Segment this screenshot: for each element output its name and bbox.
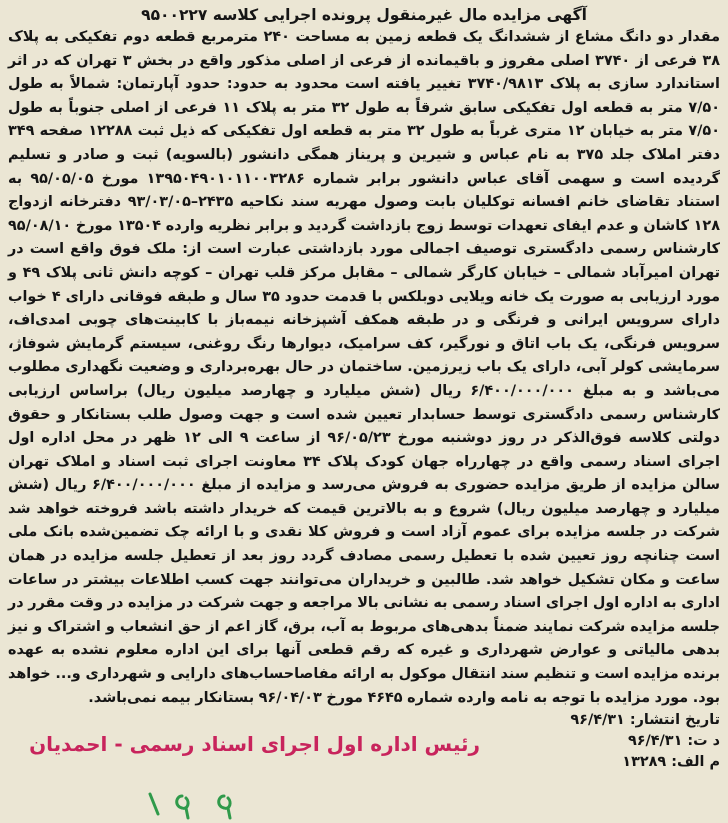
notice-title: آگهی مزایده مال غیرمنقول پرونده اجرایی کلاسه ۹۵۰۰۲۲۷ [141,6,587,24]
mallef-line: م الف: ۱۳۲۸۹ [622,754,720,771]
notice-body: مقدار دو دانگ مشاع از ششدانگ یک قطعه زمین به مساحت ۲۴۰ مترمربع قطعه دوم تفکیکی به پلاک ۳۸ فرعی از ۳۷۴۰ اصلی مفروز و باقیمانده از فرعی از اصلی مذکور واقع در بخش ۳ تهران که در اثر استاندارد سازی به پلاک ۳۷۴۰/۹۸۱۳ تغییر یافته است محدود به حدود: حدود آپارتمان: شمالاً به طول ۷/۵۰ متر به قطعه اول تفکیکی سابق شرقاً به طول ۳۲ متر به پلاک ۱۱ فرعی از اصلی جنوباً به طول ۷/۵۰ متر به خیابان ۱۲ متری غرباً به طول ۳۲ متر به قطعه اول تفکیکی که ذیل ثبت ۱۲۲۸۸ صفحه ۳۴۹ دفتر املاک جلد ۳۷۵ به نام عباس و شیرین و پریناز همگی دانشور (بالسویه) ثبت و صادر و تسلیم گردیده است و سهمی آقای عباس دانشور برابر شماره ۱۳۹۵۰۴۹۰۱۰۱۱۰۰۳۲۸۶ مورخ ۹۵/۰۵/۰۵ به استناد تقاضای خانم افسانه توکلیان بابت وصول مهریه سند نکاحیه ۲۴۳۵–۹۳/۰۳/۰۵ دفترخانه ازدواج ۱۲۸ کاشان و عدم ایفای تعهدات توسط زوج بازداشت گردید و برابر نظریه وارده ۱۳۵۰۴ مورخ ۹۵/۰۸/۱۰ کارشناس رسمی دادگستری توصیف اجمالی مورد بازداشتی عبارت است از: ملک فوق واقع است در تهران امیرآباد شمالی – خیابان کارگر شمالی – مقابل مرکز قلب تهران – کوچه دانش ثانی پلاک ۴۹ و مورد ارزیابی به صورت یک خانه ویلایی دوبلکس با قدمت حدود ۳۵ سال و طبقه فوقانی دارای ۴ خواب دارای سرویس ایرانی و فرنگی و در طبقه همکف آشپزخانه نیمه‌باز با کابینت‌های چوبی امدی‌اف، سرویس فرنگی، یک باب اتاق و نورگیر، کف سرامیک، دیوارها رنگ روغنی، سیستم گرمایش شوفاژ، سرمایشی کولر آبی، دارای یک باب زیرزمین. ساختمان در حال بهره‌برداری و وضعیت نگهداری مطلوب می‌باشد و به مبلغ ۶/۴۰۰/۰۰۰/۰۰۰ ریال (شش میلیارد و چهارصد میلیون ریال) براساس ارزیابی کارشناس رسمی دادگستری توسط حسابدار تعیین شده است و جهت وصول طلب بستانکار و حقوق دولتی کلاسه فوق‌الذکر در روز دوشنبه مورخ ۹۶/۰۵/۲۳ از ساعت ۹ الی ۱۲ ظهر در محل اداره اول اجرای اسناد رسمی واقع در چهارراه جهان کودک پلاک ۳۴ معاونت اجرای ثبت اسناد و املاک تهران سالن مزایده از طریق مزایده حضوری به فروش می‌رسد و مزایده از مبلغ ۶/۴۰۰/۰۰۰/۰۰۰ ریال (شش میلیارد و چهارصد میلیون ریال) شروع و به بالاترین قیمت که خریدار داشته باشد فروخته خواهد شد شرکت در جلسه مزایده برای عموم آزاد است و فروش کلا نقدی و با ارائه چک تضمین‌شده بانک ملی است چنانچه روز تعیین شده با تعطیل رسمی مصادف گردد روز بعد از تعطیل جلسه مزایده در همان ساعت و مکان تشکیل خواهد شد. طالبین و خریداران می‌توانند جهت کسب اطلاعات بیشتر در ساعات اداری به اداره اول اجرای اسناد رسمی به نشانی بالا مراجعه و جهت شرکت در مزایده در وقت مقرر در جلسه مزایده شرکت نمایند ضمناً بدهی‌های مربوط به آب، برق، گاز اعم از حق انشعاب و اشتراک و نیز بدهی مالیاتی و عوارض شهرداری و غیره که رقم قطعی آنها برای این اداره معلوم نشده به عهده برنده مزایده است و تنظیم سند انتقال موکول به ارائه مفاصاحساب‌های دارایی و شهرداری و... خواهد بود. مورد مزایده با توجه به نامه وارده شماره ۴۶۴۵ مورخ ۹۶/۰۴/۰۳ بستانکار بیمه نمی‌باشد. [8,29,721,706]
handwritten-number-mark [142,786,282,822]
publish-date: تاریخ انتشار: ۹۶/۴/۳۱ [570,712,720,729]
signature-line: رئیس اداره اول اجرای اسناد رسمی - احمدیان [29,732,480,756]
dt-line: د ت: ۹۶/۴/۳۱ [627,733,720,750]
